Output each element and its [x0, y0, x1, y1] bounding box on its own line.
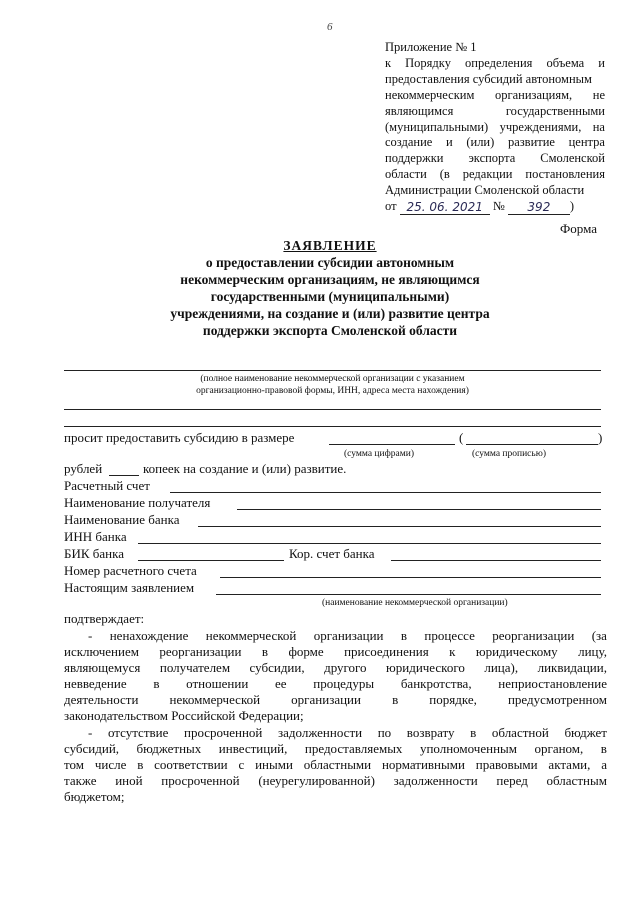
org-name-line[interactable] — [64, 370, 601, 371]
amount-words-hint: (сумма прописью) — [472, 449, 546, 459]
word: инвестиций, — [218, 741, 288, 757]
word: организации — [313, 628, 384, 643]
appendix-line: являющимся государственными — [385, 103, 605, 118]
appendix-line: создание и (или) развитие центра — [385, 135, 605, 150]
confirms-label: подтверждает: — [64, 611, 145, 626]
request-text: просит предоставить субсидию в размере — [64, 430, 295, 445]
recipient-label: Наименование получателя — [64, 495, 211, 510]
appendix-block — [385, 40, 605, 215]
org-name-hint: (полное наименование некоммерческой организации с указанием организационно-правовой формы, ИНН, адреса места нахождения) — [196, 374, 469, 396]
appendix-line: предоставления субсидий автономным — [385, 71, 592, 86]
rub-label: рублей — [64, 461, 103, 476]
corr-label: Кор. счет банка — [289, 546, 375, 561]
word: актами, — [548, 757, 591, 773]
word: предусмотренном — [507, 692, 607, 708]
inn-label: ИНН банка — [64, 529, 127, 544]
recipient-field[interactable] — [237, 509, 601, 510]
word: по — [377, 725, 392, 740]
paragraph-line — [64, 628, 607, 644]
account-field[interactable] — [170, 492, 601, 493]
word: форме — [288, 644, 324, 660]
word: иной — [115, 773, 143, 789]
word: перед — [496, 773, 528, 789]
amount-digits-field[interactable] — [329, 444, 455, 445]
appendix-line: области (в редакции постановления — [385, 167, 605, 182]
word: нормативными — [381, 757, 465, 773]
handwritten-date: 25. 06. 2021 — [400, 201, 490, 215]
title-line: о предоставлении субсидии автономным — [205, 255, 455, 270]
word: другого — [324, 660, 367, 676]
bik-label: БИК банка — [64, 546, 125, 561]
word: юридическому — [475, 644, 558, 660]
paren-open: ( — [459, 430, 464, 445]
word: неприостановление — [498, 676, 607, 692]
appendix-line: к Порядку определения объема и — [385, 55, 605, 70]
appendix-date-line — [385, 199, 605, 215]
word: невведение — [64, 676, 127, 692]
word: - — [88, 725, 93, 740]
paragraph-line — [64, 660, 607, 676]
word: лицу, — [578, 644, 607, 660]
word: присоединения — [344, 644, 429, 660]
date-close: ) — [569, 199, 575, 214]
word: в — [400, 628, 408, 643]
word: иными — [255, 757, 293, 773]
account-label: Расчетный счет — [64, 478, 150, 493]
paragraph-line — [64, 741, 607, 757]
amount-digits-hint: (сумма цифрами) — [344, 449, 414, 459]
paragraph-line — [64, 692, 607, 708]
word: реорганизации — [492, 628, 575, 643]
appendix-line: Приложение № 1 — [385, 40, 477, 54]
document-title — [60, 237, 600, 339]
word: в — [392, 692, 399, 708]
appendix-line: некоммерческим организациям, не — [385, 87, 605, 102]
paragraph-line — [64, 773, 607, 789]
word: к — [449, 644, 456, 660]
word: правовыми — [475, 757, 538, 773]
word: (неурегулированной) — [258, 773, 375, 789]
word: некоммерческой — [169, 692, 261, 708]
word: просроченной — [184, 725, 263, 740]
word: задолженности — [278, 725, 363, 740]
page-number: 6 — [327, 21, 333, 33]
word: порядке, — [429, 692, 477, 708]
bank-label: Наименование банка — [64, 512, 180, 527]
paren-close: ) — [598, 430, 603, 445]
date-prefix: от — [385, 199, 397, 214]
word: субсидий, — [64, 741, 120, 757]
word: задолженности — [393, 773, 478, 789]
word: ненахождение — [109, 628, 189, 643]
word: реорганизации — [159, 644, 242, 660]
word: том — [64, 757, 84, 773]
paragraph-line — [64, 757, 607, 773]
word: просроченной — [161, 773, 240, 789]
handwritten-number: 392 — [508, 201, 570, 215]
word: получателем — [159, 660, 231, 676]
word: в — [470, 725, 477, 740]
appendix-line: (муниципальными) учреждениями, на — [385, 119, 605, 134]
paragraph-line: бюджетом; — [64, 789, 125, 805]
word: в — [153, 676, 160, 692]
bank-field[interactable] — [198, 526, 601, 527]
kopecks-field[interactable] — [109, 475, 139, 476]
word: областным — [546, 773, 607, 789]
paragraph-line — [64, 676, 607, 692]
paragraph-line — [64, 725, 607, 741]
word: процедуры — [313, 676, 375, 692]
word: субсидии, — [249, 660, 305, 676]
word: в — [600, 741, 607, 757]
word: процессе — [424, 628, 475, 643]
word: ее — [274, 676, 287, 692]
title-line: некоммерческим организациям, не являющимся — [180, 272, 480, 287]
title-line: учреждениями, на создание и (или) развитие центра — [170, 306, 490, 321]
word: в — [261, 644, 269, 660]
statement-label: Настоящим заявлением — [64, 580, 195, 595]
word: ликвидации, — [537, 660, 607, 676]
word: - — [88, 628, 93, 643]
appendix-line: поддержки экспорта Смоленской — [385, 151, 605, 166]
bik-field[interactable] — [138, 560, 284, 561]
word: организации — [291, 692, 361, 708]
form-label: Форма — [560, 221, 597, 236]
word: исключением — [64, 644, 139, 660]
word: деятельности — [64, 692, 139, 708]
word: бюджетных — [136, 741, 202, 757]
account-no-field[interactable] — [220, 577, 601, 578]
word: в — [137, 757, 144, 773]
title-line: государственными (муниципальными) — [210, 289, 450, 304]
word: лица), — [484, 660, 519, 676]
word: отсутствие — [107, 725, 169, 740]
word: предоставляемых — [304, 741, 403, 757]
word: (за — [591, 628, 607, 643]
word: числе — [94, 757, 127, 773]
word: соответствии — [154, 757, 228, 773]
org-name-hint-2: (наименование некоммерческой организации) — [322, 598, 508, 608]
word: уполномоченным — [419, 741, 517, 757]
word: органом, — [534, 741, 584, 757]
corr-field[interactable] — [391, 560, 601, 561]
word: бюджет — [564, 725, 607, 740]
paragraph-line: законодательством Российской Федерации; — [64, 708, 304, 724]
word: банкротства, — [400, 676, 472, 692]
paragraph-1 — [64, 628, 607, 725]
inn-field[interactable] — [138, 543, 601, 544]
word: некоммерческой — [205, 628, 297, 643]
word: областными — [303, 757, 372, 773]
word: областной — [491, 725, 549, 740]
kop-label: копеек на создание и (или) развитие. — [143, 461, 347, 476]
paragraph-line — [64, 644, 607, 660]
org-name-line-3[interactable] — [64, 426, 601, 427]
word: возврату — [406, 725, 455, 740]
word: отношении — [186, 676, 249, 692]
word: а — [601, 757, 607, 773]
word: юридического — [386, 660, 465, 676]
title-line: поддержки экспорта Смоленской области — [202, 323, 458, 338]
statement-field[interactable] — [216, 594, 601, 595]
org-name-line-2[interactable] — [64, 409, 601, 410]
amount-words-field[interactable] — [466, 444, 598, 445]
account-no-label: Номер расчетного счета — [64, 563, 197, 578]
word: являющемуся — [64, 660, 141, 676]
word: с — [238, 757, 245, 773]
appendix-line: Администрации Смоленской области — [385, 183, 585, 198]
number-sign: № — [492, 199, 505, 214]
word: также — [64, 773, 97, 789]
title-main: ЗАЯВЛЕНИЕ — [283, 238, 377, 253]
paragraph-2 — [64, 725, 607, 805]
